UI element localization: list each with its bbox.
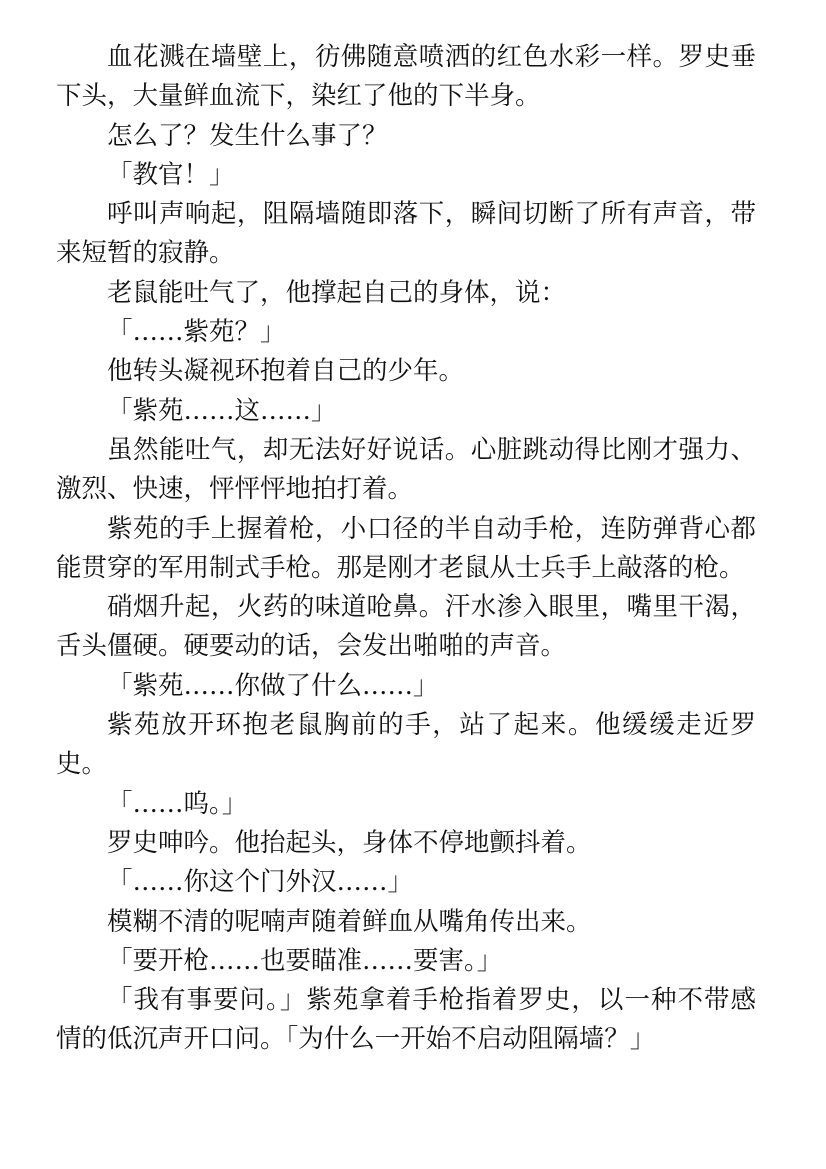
paragraph: 老鼠能吐气了，他撑起自己的身体，说： (107, 277, 567, 308)
paragraph: 紫苑的手上握着枪，小口径的半自动手枪，连防弹背心都能贯穿的军用制式手枪。那是刚才老鼠从士兵手上敲落的枪。 (56, 513, 756, 583)
novel-page (56, 38, 756, 1060)
paragraph: 「……呜。」 (107, 788, 248, 819)
paragraph: 模糊不清的呢喃声随着鲜血从嘴角传出来。 (107, 906, 592, 937)
paragraph: 紫苑放开环抱老鼠胸前的手，站了起来。他缓缓走近罗史。 (56, 710, 756, 780)
paragraph: 「要开枪……也要瞄准……要害。」 (107, 945, 503, 976)
paragraph: 「我有事要问。」紫苑拿着手枪指着罗史，以一种不带感情的低沉声开口问。「为什么一开始不启动阻隔墙？」 (56, 985, 756, 1055)
paragraph: 罗史呻吟。他抬起头，身体不停地颤抖着。 (107, 827, 592, 858)
paragraph: 他转头凝视环抱着自己的少年。 (107, 356, 465, 387)
paragraph: 「紫苑……你做了什么……」 (107, 670, 439, 701)
paragraph: 「……你这个门外汉……」 (107, 867, 414, 898)
paragraph: 「教官！」 (107, 159, 235, 190)
paragraph: 「紫苑……这……」 (107, 395, 337, 426)
paragraph: 血花溅在墙壁上，彷佛随意喷洒的红色水彩一样。罗史垂下头，大量鲜血流下，染红了他的下半身。 (56, 42, 756, 112)
paragraph: 怎么了？发生什么事了？ (107, 120, 388, 151)
paragraph: 「……紫苑？」 (107, 317, 286, 348)
paragraph: 呼叫声响起，阻隔墙随即落下，瞬间切断了所有声音，带来短暂的寂静。 (56, 199, 756, 269)
paragraph: 硝烟升起，火药的味道呛鼻。汗水渗入眼里，嘴里干渴，舌头僵硬。硬要动的话，会发出啪啪的声音。 (56, 592, 756, 662)
paragraph: 虽然能吐气，却无法好好说话。心脏跳动得比刚才强力、激烈、快速，怦怦怦地拍打着。 (56, 434, 756, 505)
